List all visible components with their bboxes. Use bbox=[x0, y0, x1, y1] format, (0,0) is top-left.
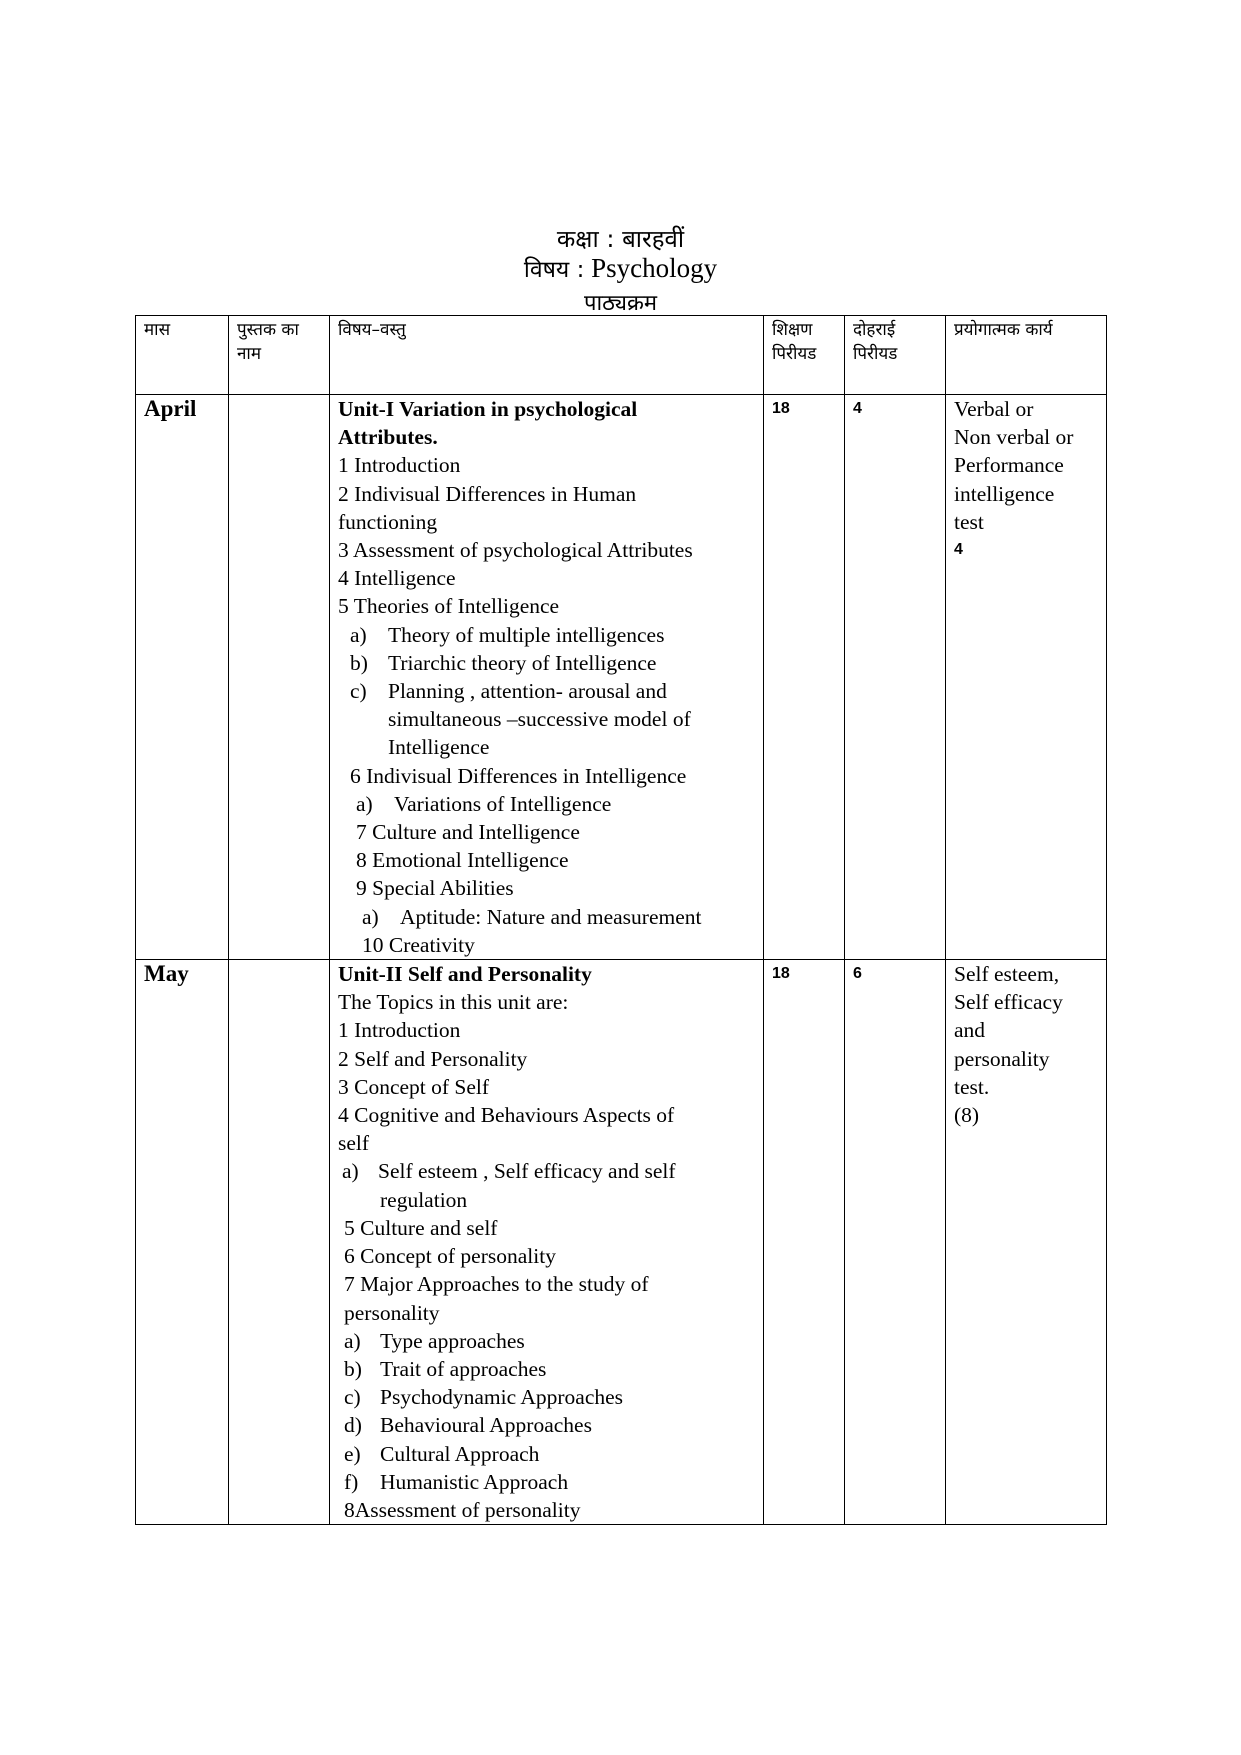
subtopic-line bbox=[338, 649, 755, 677]
col-header-book: पुस्तक का नाम bbox=[229, 316, 330, 395]
subtopic-label: a) bbox=[344, 1328, 361, 1353]
practical-cell bbox=[946, 960, 1107, 1525]
subtopic-text: Humanistic Approach bbox=[380, 1469, 569, 1494]
col-header-practical: प्रयोगात्मक कार्य bbox=[946, 316, 1107, 395]
subtopic-text: Psychodynamic Approaches bbox=[380, 1385, 624, 1410]
col-header-teaching-periods: शिक्षण पिरीयड bbox=[764, 316, 845, 395]
content-cell bbox=[330, 395, 764, 960]
topic-line: personality bbox=[344, 1300, 440, 1325]
topic-line: 1 Introduction bbox=[338, 453, 461, 478]
unit-intro: The Topics in this unit are: bbox=[338, 990, 569, 1015]
subtopic-text: Self esteem , Self efficacy and self bbox=[378, 1159, 676, 1184]
month-cell: April bbox=[136, 395, 229, 960]
practical-line: test bbox=[954, 509, 984, 534]
practical-count: 4 bbox=[954, 541, 963, 559]
subtopic-line bbox=[338, 1383, 755, 1411]
class-heading: कक्षा : बारहवीं bbox=[556, 225, 685, 253]
subtopic-cont: Intelligence bbox=[388, 735, 490, 760]
topic-line: functioning bbox=[338, 509, 438, 534]
subtopic-text: Triarchic theory of Intelligence bbox=[388, 650, 657, 675]
subtopic-line bbox=[338, 677, 755, 705]
topic-line: 7 Culture and Intelligence bbox=[356, 820, 580, 845]
subtopic-text: Planning , attention- arousal and bbox=[388, 679, 667, 704]
topic-line: 3 Concept of Self bbox=[338, 1074, 490, 1099]
book-cell bbox=[229, 395, 330, 960]
subtopic-label: d) bbox=[344, 1413, 362, 1438]
topic-line: 8 Emotional Intelligence bbox=[356, 848, 569, 873]
subtopic-text: Type approaches bbox=[380, 1328, 525, 1353]
topic-line: 5 Theories of Intelligence bbox=[338, 594, 560, 619]
topic-line: 6 Concept of personality bbox=[344, 1244, 556, 1269]
subtopic-cont: regulation bbox=[380, 1187, 468, 1212]
table-row bbox=[136, 395, 1107, 960]
teaching-periods-cell: 18 bbox=[764, 395, 845, 960]
subject-heading bbox=[0, 252, 1241, 284]
subtopic-line bbox=[338, 1355, 755, 1383]
topic-line: 6 Indivisual Differences in Intelligence bbox=[350, 763, 687, 788]
book-cell bbox=[229, 960, 330, 1525]
header-row bbox=[136, 316, 1107, 395]
practical-line: personality bbox=[954, 1046, 1050, 1071]
table-row bbox=[136, 960, 1107, 1525]
subtopic-label: a) bbox=[362, 904, 379, 929]
topic-line: 10 Creativity bbox=[362, 932, 475, 957]
subtopic-line bbox=[338, 1440, 755, 1468]
syllabus-table bbox=[135, 315, 1107, 1525]
topic-line: 9 Special Abilities bbox=[356, 876, 514, 901]
subtopic-line bbox=[338, 790, 755, 818]
subtopic-text: Trait of approaches bbox=[380, 1356, 547, 1381]
topic-line: self bbox=[338, 1131, 370, 1156]
topic-line: 2 Indivisual Differences in Human bbox=[338, 481, 637, 506]
topic-line: 2 Self and Personality bbox=[338, 1046, 528, 1071]
month-cell: May bbox=[136, 960, 229, 1525]
subtopic-text: Theory of multiple intelligences bbox=[388, 622, 665, 647]
topic-line: 1 Introduction bbox=[338, 1018, 461, 1043]
topic-line: 4 Intelligence bbox=[338, 566, 456, 591]
practical-line: Verbal or bbox=[954, 397, 1034, 421]
subtopic-label: c) bbox=[344, 1385, 361, 1410]
subtopic-label: a) bbox=[350, 622, 367, 647]
topic-line: 4 Cognitive and Behaviours Aspects of bbox=[338, 1103, 675, 1128]
syllabus-heading: पाठ्यक्रम bbox=[583, 291, 658, 316]
practical-line: and bbox=[954, 1018, 986, 1043]
topic-line: 5 Culture and self bbox=[344, 1215, 498, 1240]
unit-title: Unit-I Variation in psychological bbox=[338, 397, 638, 421]
subtopic-line bbox=[338, 1411, 755, 1439]
practical-cell bbox=[946, 395, 1107, 960]
practical-line: Performance bbox=[954, 453, 1064, 478]
col-header-month: मास bbox=[136, 316, 229, 395]
subtopic-text: Aptitude: Nature and measurement bbox=[400, 904, 702, 929]
revision-periods-cell: 4 bbox=[845, 395, 946, 960]
subject-name: Psychology bbox=[591, 253, 718, 283]
revision-periods-cell: 6 bbox=[845, 960, 946, 1525]
subtopic-text: Behavioural Approaches bbox=[380, 1413, 592, 1438]
practical-line: (8) bbox=[954, 1103, 980, 1128]
practical-line: intelligence bbox=[954, 481, 1055, 506]
subtopic-label: c) bbox=[350, 679, 367, 704]
topic-line: 8Assessment of personality bbox=[344, 1497, 581, 1522]
practical-line: Self efficacy bbox=[954, 990, 1063, 1015]
subtopic-line bbox=[338, 1468, 755, 1496]
subtopic-line bbox=[338, 1327, 755, 1355]
topic-line: 3 Assessment of psychological Attributes bbox=[338, 538, 693, 563]
practical-line: test. bbox=[954, 1074, 990, 1099]
subtopic-label: a) bbox=[356, 791, 373, 816]
col-header-content: विषय–वस्तु bbox=[330, 316, 764, 395]
topic-line: 7 Major Approaches to the study of bbox=[344, 1272, 649, 1297]
unit-title-cont: Attributes. bbox=[338, 425, 438, 450]
col-header-revision-periods: दोहराई पिरीयड bbox=[845, 316, 946, 395]
subject-label: विषय : bbox=[523, 257, 585, 283]
subtopic-cont: simultaneous –successive model of bbox=[388, 707, 691, 732]
subtopic-label: f) bbox=[344, 1469, 359, 1494]
subtopic-text: Cultural Approach bbox=[380, 1441, 540, 1466]
subtopic-text: Variations of Intelligence bbox=[394, 791, 612, 816]
subtopic-label: b) bbox=[344, 1356, 362, 1381]
unit-title: Unit-II Self and Personality bbox=[338, 962, 592, 987]
subtopic-label: b) bbox=[350, 650, 368, 675]
subtopic-label: a) bbox=[342, 1159, 359, 1184]
subtopic-line bbox=[338, 903, 755, 931]
content-cell bbox=[330, 960, 764, 1525]
subtopic-line bbox=[338, 1157, 755, 1185]
practical-line: Self esteem, bbox=[954, 962, 1060, 987]
teaching-periods-cell: 18 bbox=[764, 960, 845, 1525]
practical-line: Non verbal or bbox=[954, 425, 1074, 450]
subtopic-line bbox=[338, 621, 755, 649]
subtopic-label: e) bbox=[344, 1441, 361, 1466]
